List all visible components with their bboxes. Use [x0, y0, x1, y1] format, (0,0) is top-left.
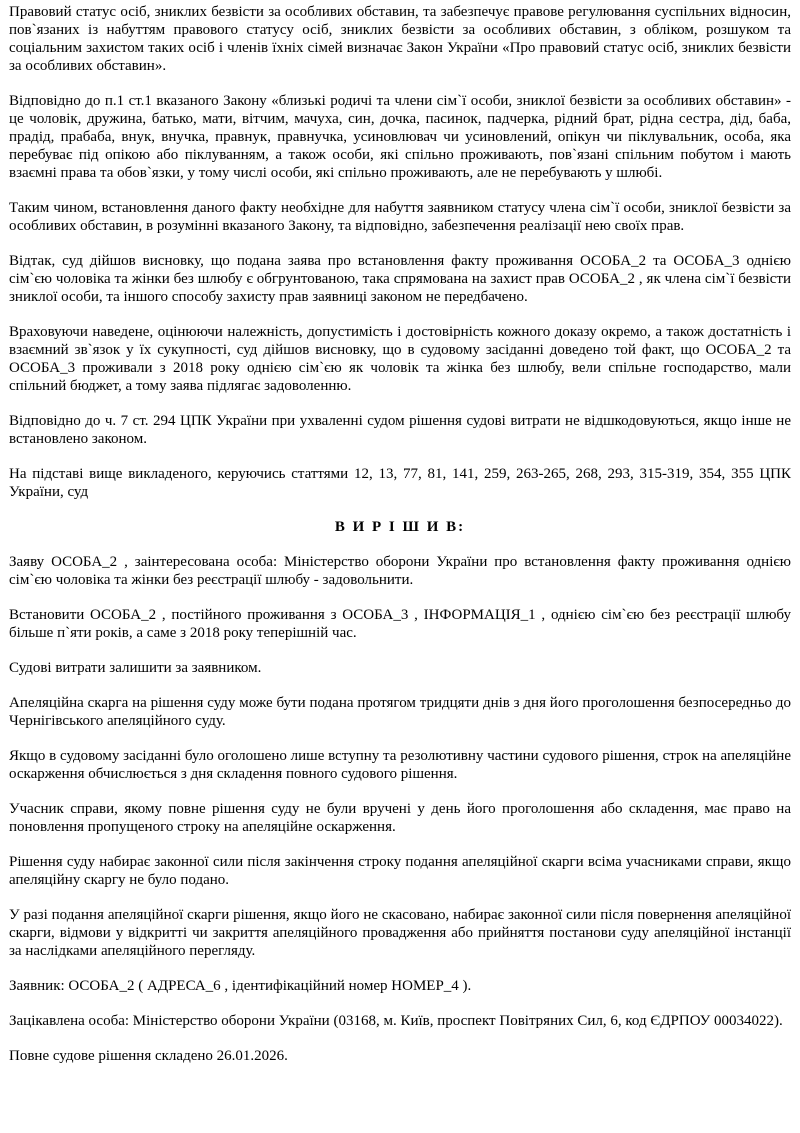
paragraph-applicant: Заявник: ОСОБА_2 ( АДРЕСА_6 , ідентифікаційний номер НОМЕР_4 ).	[9, 978, 472, 994]
paragraph-establish-fact: Встановити ОСОБА_2 , постійного проживання з ОСОБА_3 , ІНФОРМАЦІЯ_1 , однією сім`єю без реєстрації шлюбу більше п`яти років, а саме з 2018 року теперішній час.	[9, 607, 791, 641]
paragraph-full-decision-date: Повне судове рішення складено 26.01.2026.	[9, 1048, 288, 1064]
paragraph-grant-application: Заяву ОСОБА_2 , заінтересована особа: Міністерство оборони України про встановлення факту проживання однією сім`єю чоловіка та жінки без реєстрації шлюбу - задовольнити.	[9, 554, 791, 588]
paragraph-fact-necessity: Таким чином, встановлення даного факту необхідне для набуття заявником статусу члена сім`ї особи, зниклої безвісти за особливих обставин, в розумінні вказаного Закону, та відповідно, забезпечення реалізації нею своїх прав.	[9, 200, 791, 234]
paragraph-court-costs: Судові витрати залишити за заявником.	[9, 660, 262, 676]
paragraph-entry-into-force-after-appeal: У разі подання апеляційної скарги рішення, якщо його не скасовано, набирає законної сили після повернення апеляційної скарги, відмови у відкритті чи закриття апеляційного провадження або прийняття постанови суду апеляційної інстанції за наслідками апеляційного перегляду.	[9, 907, 791, 959]
paragraph-entry-into-force: Рішення суду набирає законної сили після закінчення строку подання апеляційної скарги всіма учасниками справи, якщо апеляційну скаргу не було подано.	[9, 854, 791, 888]
paragraph-term-renewal: Учасник справи, якому повне рішення суду не були вручені у день його проголошення або складення, має право на поновлення пропущеного строку на апеляційне оскарження.	[9, 801, 791, 835]
paragraph-legal-basis: На підставі вище викладеного, керуючись статтями 12, 13, 77, 81, 141, 259, 263-265, 268, 293, 315-319, 354, 355 ЦПК України, суд	[9, 466, 791, 500]
paragraph-evidence-assessment: Враховуючи наведене, оцінюючи належність, допустимість і достовірність кожного доказу окремо, а також достатність і взаємний зв`язок у їх сукупності, суд дійшов висновку, що в судовому засіданні доведено той факт, що ОСОБА_2 та ОСОБА_3 проживали з 2018 року однією сім`єю як чоловік та жінка без шлюбу, вели спільне господарство, мали спільний бюджет, а тому заява підлягає задоволенню.	[9, 324, 791, 394]
court-decision-document	[9, 3, 791, 1082]
paragraph-interested-party: Зацікавлена особа: Міністерство оборони України (03168, м. Київ, проспект Повітряних Сил, 6, код ЄДРПОУ 00034022).	[9, 1013, 783, 1029]
paragraph-court-conclusion: Відтак, суд дійшов висновку, що подана заява про встановлення факту проживання ОСОБА_2 та ОСОБА_3 однією сім`єю чоловіка та жінки без шлюбу є обгрунтованою, така спрямована на захист прав ОСОБА_2 , як члена сім`ї безвісти зниклої особи, та іншого способу захисту прав заявниці законом не передбачено.	[9, 253, 791, 305]
paragraph-legal-status-law: Правовий статус осіб, зниклих безвісти за особливих обставин, та забезпечує правове регулювання суспільних відносин, пов`язаних із набуттям правового статусу осіб, зниклих безвісти за особливих обставин, з обліком, розшуком та соціальним захистом таких осіб і членів їхніх сімей визначає Закон України «Про правовий статус осіб, зниклих безвісти за особливих обставин».	[9, 4, 791, 74]
decision-heading: В И Р І Ш И В:	[334, 519, 466, 535]
paragraph-appeal-calculation: Якщо в судовому засіданні було оголошено лише вступну та резолютивну частини судового рішення, строк на апеляційне оскарження обчислюється з дня складення повного судового рішення.	[9, 748, 791, 782]
paragraph-court-costs-law: Відповідно до ч. 7 ст. 294 ЦПК України при ухваленні судом рішення судові витрати не відшкодовуються, якщо інше не встановлено законом.	[9, 413, 791, 447]
paragraph-appeal-term: Апеляційна скарга на рішення суду може бути подана протягом тридцяти днів з дня його проголошення безпосередньо до Чернігівського апеляційного суду.	[9, 695, 791, 729]
paragraph-family-members-definition: Відповідно до п.1 ст.1 вказаного Закону «близькі родичі та члени сім`ї особи, зниклої безвісти за особливих обставин» - це чоловік, дружина, батько, мати, вітчим, мачуха, син, дочка, пасинок, падчерка, рідний брат, рідна сестра, дід, баба, прадід, прабаба, внук, внучка, правнук, правнучка, усиновлювач чи усиновлений, опікун чи піклувальник, особа, яка перебуває під опікою або піклуванням, а також особи, які спільно проживають, пов`язані спільним побутом і мають взаємні права та обов`язки, у тому числі особи, які спільно проживають, але не перебувають у шлюбі.	[9, 93, 791, 181]
